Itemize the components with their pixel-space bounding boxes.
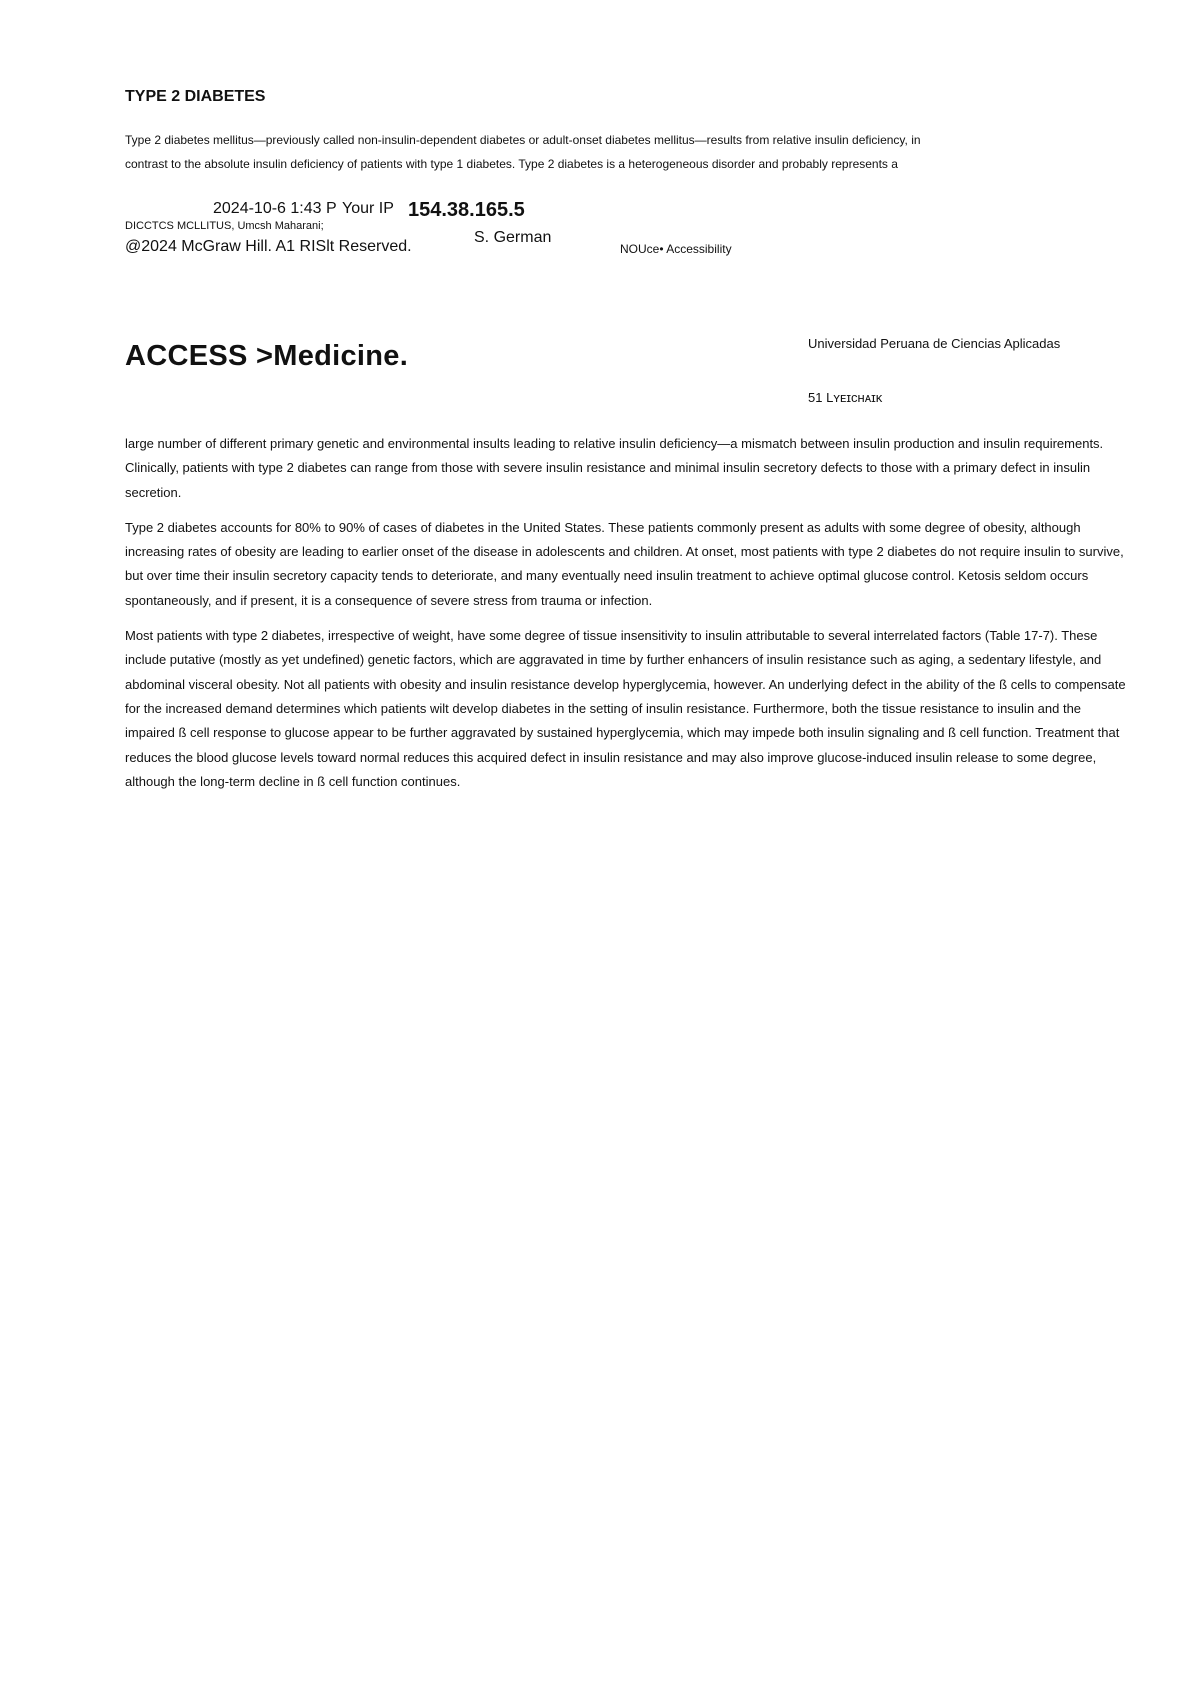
section-title: TYPE 2 DIABETES: [125, 88, 266, 105]
footer-ip-label: Your IP: [342, 200, 394, 217]
footer-ip-address: 154.38.165.5: [408, 199, 525, 221]
footer-chapter-citation: DICCTCS MCLLITUS, Umcsh Maharani;: [125, 220, 324, 232]
intro-text: [125, 128, 1135, 176]
intro-line-1: Type 2 diabetes mellitus—previously called non-insulin-dependent diabetes or adult-onset diabetes mellitus—results from relative insulin deficiency, in: [125, 133, 921, 147]
footer-notice-accessibility-link[interactable]: NOUce• Accessibility: [620, 242, 732, 256]
page-number: 51 Lʏᴇɪᴄʜᴀɪᴋ: [808, 390, 883, 405]
body-paragraph-1: large number of different primary genetic and environmental insults leading to relative insulin deficiency—a mismatch between insulin production and insulin requirements. Clinically, patients with type 2 diabetes can range from those with severe insulin resistance and minimal insulin secretory defects to those with a primary defect in insulin secretion.: [125, 436, 1104, 500]
intro-line-2: contrast to the absolute insulin deficiency of patients with type 1 diabetes. Type 2 diabetes is a heterogeneous disorder and probably represents a: [125, 157, 898, 171]
brand-logo-text: ACCESS >Medicine.: [125, 340, 409, 372]
body-text: [125, 432, 1131, 805]
footer-datetime: 2024-10-6 1:43 P: [213, 200, 337, 217]
institution-name: Universidad Peruana de Ciencias Aplicadas: [808, 336, 1061, 351]
body-paragraph-2: Type 2 diabetes accounts for 80% to 90% of cases of diabetes in the United States. These patients commonly present as adults with some degree of obesity, although increasing rates of obesity are leading to earlier onset of the disease in adolescents and children. At onset, most patients with type 2 diabetes do not require insulin to survive, but over time their insulin secretory capacity tends to deteriorate, and many eventually need insulin treatment to achieve optimal glucose control. Ketosis seldom occurs spontaneously, and if present, it is a consequence of severe stress from trauma or infection.: [125, 519, 1124, 608]
footer-author: S. German: [474, 229, 552, 246]
footer-copyright: @2024 McGraw Hill. A1 RISlt Reserved.: [125, 238, 412, 255]
body-paragraph-3: Most patients with type 2 diabetes, irrespective of weight, have some degree of tissue insensitivity to insulin attributable to several interrelated factors (Table 17-7). These include putative (mostly as yet undefined) genetic factors, which are aggravated in time by further enhancers of insulin resistance such as aging, a sedentary lifestyle, and abdominal visceral obesity. Not all patients with obesity and insulin resistance develop hyperglycemia, however. An underlying defect in the ability of the ß cells to compensate for the increased demand determines which patients wilt develop diabetes in the setting of insulin resistance. Furthermore, both the tissue resistance to insulin and the impaired ß cell response to glucose appear to be further aggravated by sustained hyperglycemia, which may impede both insulin signaling and ß cell function. Treatment that reduces the blood glucose levels toward normal reduces this acquired defect in insulin resistance and may also improve glucose-induced insulin release to some degree, although the long-term decline in ß cell function continues.: [125, 628, 1126, 789]
